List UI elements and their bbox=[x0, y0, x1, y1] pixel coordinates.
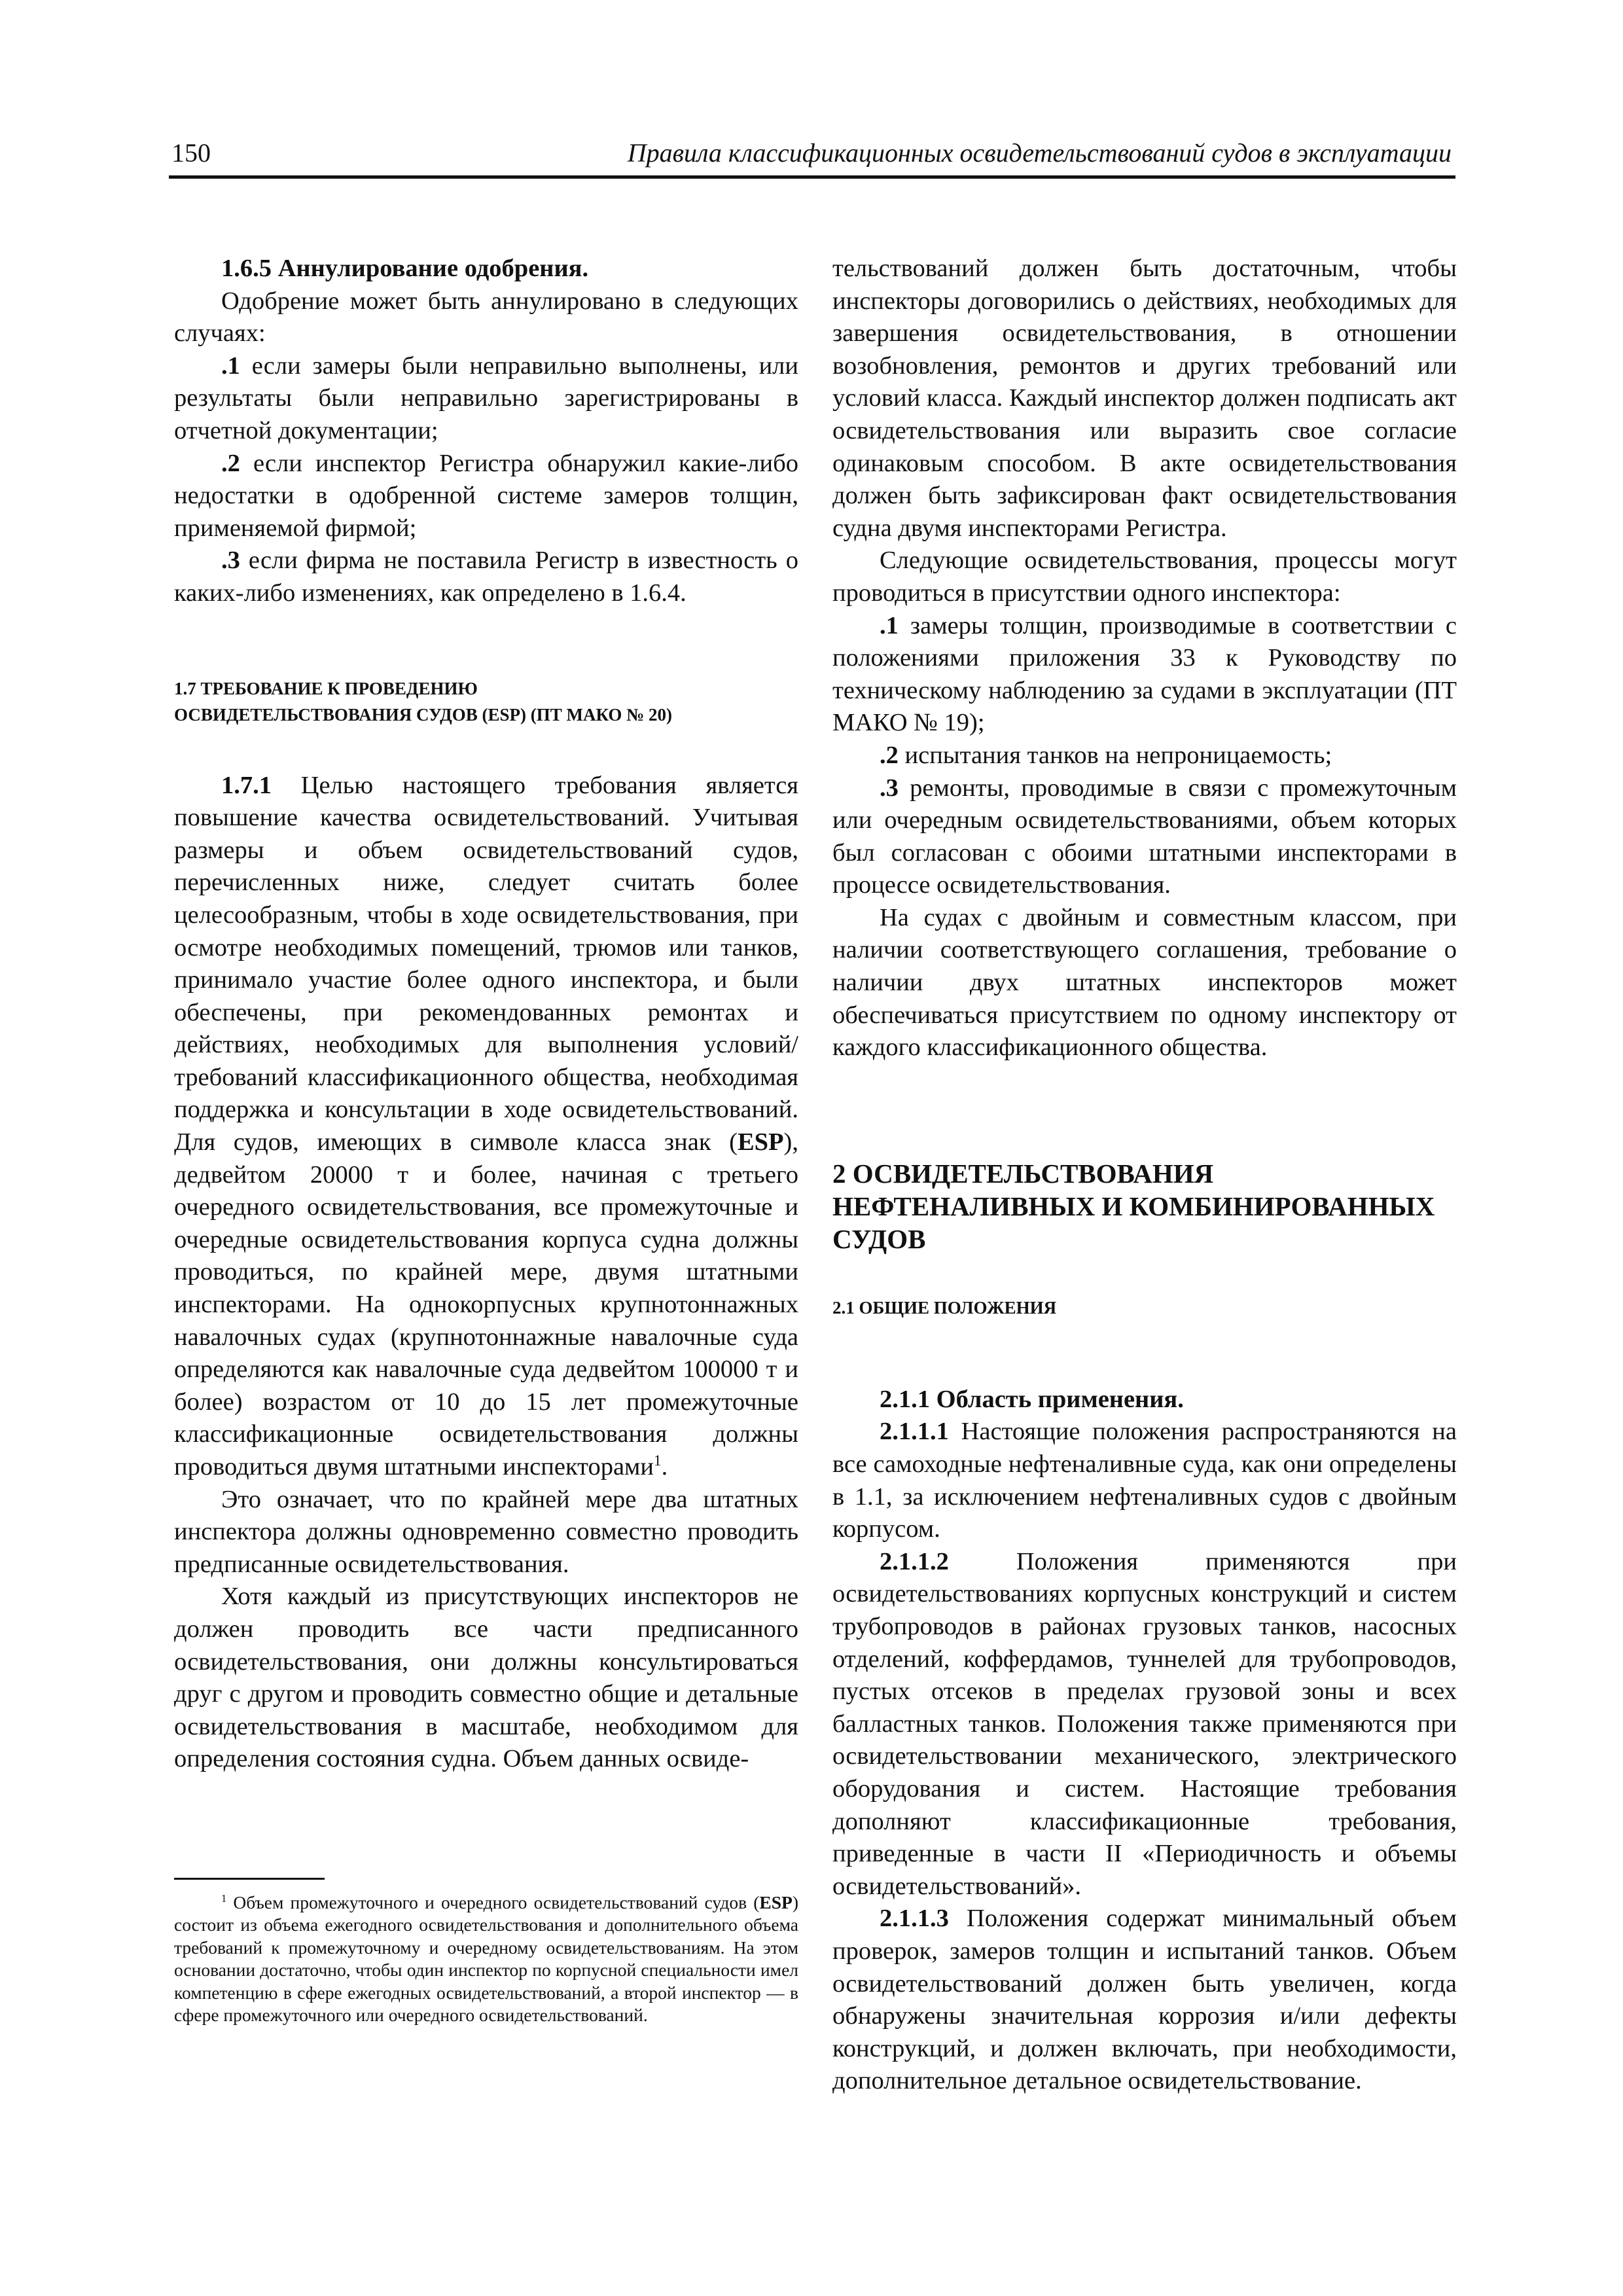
right-column bbox=[832, 253, 1457, 2098]
paragraph: На судах с двойным и совместным классом, при наличии соответствующего соглашения, требование о наличии двух штатных инспекторов может обеспечиваться присутствием по одному инспектору от каждого классификационного общества. bbox=[832, 903, 1457, 1062]
footnote-divider bbox=[174, 1878, 325, 1880]
list-item: .1 если замеры были неправильно выполнены, или результаты были неправильно зарегистрированы в отчетной документации; bbox=[174, 351, 798, 444]
list-item: .3 ремонты, проводимые в связи с промежуточным или очередным освидетельствованиями, объем которых был согласован с обоими штатными инспекторами в процессе освидетельствования. bbox=[832, 774, 1457, 899]
paragraph: 2.1.1.1 Настоящие положения распространяются на все самоходные нефтеналивные суда, как они определены в 1.1, за исключением нефтеналивных судов с двойным корпусом. bbox=[832, 1418, 1457, 1543]
section-2-1-heading: 2.1 ОБЩИЕ ПОЛОЖЕНИЯ bbox=[832, 1297, 1057, 1318]
list-item: .2 если инспектор Регистра обнаружил какие-либо недостатки в одобренной системе замеров толщин, применяемой фирмой; bbox=[174, 449, 798, 542]
footnote-marker: 1 bbox=[654, 1452, 662, 1469]
paragraph: 1.7.1 Целью настоящего требования является повышение качества освидетельствований. Учитывая размеры и объем освидетельствований судов, перечисленных ниже, следует считать более целесообразным, чтобы в ходе освидетельствования, при осмотре необходимых помещений, трюмов или танков, принимало участие более одного инспектора, и были обеспечены, при рекомендованных ремонтах и действиях, необходимых для выполнения условий/требований классификационного общества, необходимая поддержка и консультации в ходе освидетельствований. Для судов, имеющих в символе класса знак (ESP), дедвейтом 20000 т и более, начиная с третьего очередного освидетельствования, все промежуточные и очередные освидетельствования корпуса судна должны проводиться, по крайней мере, двумя штатными инспекторами. На однокорпусных крупнотоннажных навалочных судах (крупнотоннажные навалочные суда определяются как навалочные суда дедвейтом 100000 т и более) возрастом от 10 до 15 лет промежуточные классификационные освидетельствования должны проводиться двумя штатными инспекторами$^1$. bbox=[174, 771, 798, 1480]
running-title: Правила классификационных освидетельствований судов в эксплуатации bbox=[627, 138, 1452, 168]
paragraph: 2.1.1.2 Положения применяются при освидетельствованиях корпусных конструкций и систем трубопроводов в районах грузовых танков, насосных отделений, коффердамов, туннелей для трубопроводов, пустых отсеков в пределах грузовой зоны и всех балластных танков. Положения также применяются при освидетельствовании механического, электрического оборудования и систем. Настоящие требования дополняют классификационные требования, приведенные в части II «Периодичность и объемы освидетельствований». bbox=[832, 1547, 1457, 1900]
left-column bbox=[174, 253, 798, 1776]
chapter-2-heading: 2 ОСВИДЕТЕЛЬСТВОВАНИЯ НЕФТЕНАЛИВНЫХ И КОМБИНИРОВАННЫХ СУДОВ bbox=[832, 1158, 1435, 1254]
paragraph: 2.1.1.3 Положения содержат минимальный объем проверок, замеров толщин и испытаний танков. Объем освидетельствований должен быть увеличен, когда обнаружены значительная коррозия и/или дефекты конструкций, и должен включать, при необходимости, дополнительное детальное освидетельствование. bbox=[832, 1905, 1457, 2095]
paragraph: Одобрение может быть аннулировано в следующих случаях: bbox=[174, 287, 798, 348]
list-item: .3 если фирма не поставила Регистр в известность о каких-либо изменениях, как определено в 1.6.4. bbox=[174, 547, 798, 607]
footnote: $^1$ Объем промежуточного и очередного освидетельствований судов (ESP) состоит из объема ежегодного освидетельствования и дополнительного объема требований к промежуточному и очередному освидетельствованиям. На этом основании достаточно, чтобы один инспектор по корпусной специальности имел компетенцию в сфере ежегодных освидетельствований, а второй инспектор — в сфере промежуточного или очередного освидетельствований. bbox=[174, 1892, 798, 2026]
page-number: 150 bbox=[171, 138, 211, 168]
section-1-7-heading: 1.7 ТРЕБОВАНИЕ К ПРОВЕДЕНИЮ ОСВИДЕТЕЛЬСТВОВАНИЯ СУДОВ (ESP) (ПТ МАКО № 20) bbox=[174, 678, 673, 725]
paragraph: Это означает, что по крайней мере два штатных инспектора должны одновременно совместно проводить предписанные освидетельствования. bbox=[174, 1485, 798, 1578]
paragraph: Следующие освидетельствования, процессы могут проводиться в присутствии одного инспектора: bbox=[832, 547, 1457, 607]
paragraph: Хотя каждый из присутствующих инспекторов не должен проводить все части предписанного освидетельствования, они должны консультироваться друг с другом и проводить совместно общие и детальные освидетельствования в масштабе, необходимом для определения состояния судна. Объем данных освиде- bbox=[174, 1583, 798, 1773]
list-item: .2 испытания танков на непроницаемость; bbox=[880, 741, 1332, 769]
paragraph: тельствований должен быть достаточным, чтобы инспекторы договорились о действиях, необходимых для завершения освидетельствования, в отношении возобновления, ремонтов и других требований или условий класса. Каждый инспектор должен подписать акт освидетельствования или выразить свое согласие одинаковым способом. В акте освидетельствования должен быть зафиксирован факт освидетельствования судна двумя инспекторами Регистра. bbox=[832, 255, 1457, 542]
header-divider bbox=[169, 175, 1455, 179]
list-item: .1 замеры толщин, производимые в соответствии с положениями приложения 33 к Руководству по техническому наблюдению за судами в эксплуатации (ПТ МАКО № 19); bbox=[832, 611, 1457, 737]
section-2-1-1-title: 2.1.1 Область применения. bbox=[880, 1385, 1184, 1413]
section-1-6-5-title: 1.6.5 Аннулирование одобрения. bbox=[221, 255, 589, 282]
